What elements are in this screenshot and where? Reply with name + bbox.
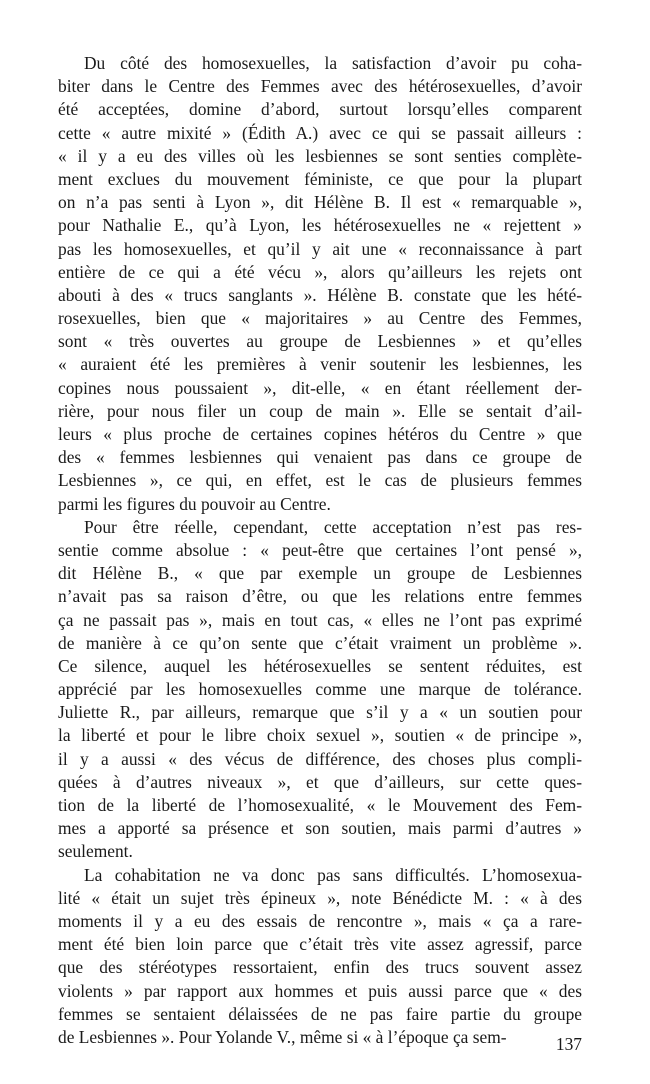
text-line: pour Nathalie E., qu’à Lyon, les hétérosexuelles ne « rejettent » <box>58 215 582 236</box>
text-line: pas les homosexuelles, et qu’il y ait une « reconnaissance à part <box>58 238 582 259</box>
text-line: été acceptées, domine d’abord, surtout lorsqu’elles comparent <box>58 99 582 120</box>
text-line: « auraient été les premières à venir soutenir les lesbiennes, les <box>58 354 582 375</box>
page-number: 137 <box>555 1034 582 1054</box>
text-line: Du côté des homosexuelles, la satisfaction d’avoir pu coha- <box>84 53 582 73</box>
text-line: mes a apporté sa présence et son soutien, mais parmi d’autres » <box>58 818 582 839</box>
text-line: lité « était un sujet très épineux », note Bénédicte M. : « à des <box>58 887 582 908</box>
text-line: de manière à ce qu’on sente que c’était vraiment un problème ». <box>58 632 582 653</box>
text-line: copines nous poussaient », dit-elle, « en étant réellement der- <box>58 377 582 398</box>
text-line: n’avait pas sa raison d’être, ou que les relations entre femmes <box>58 586 582 607</box>
text-line: ment exclues du mouvement féministe, ce que pour la plupart <box>58 168 582 189</box>
text-line: La cohabitation ne va donc pas sans difficultés. L’homosexua- <box>84 864 582 885</box>
text-line: Ce silence, auquel les hétérosexuelles se sentent réduites, est <box>58 655 582 676</box>
text-line: sentie comme absolue : « peut-être que certaines l’ont pensé », <box>58 539 582 560</box>
text-line: apprécié par les homosexuelles comme une marque de tolérance. <box>58 679 582 700</box>
body-text <box>58 52 582 1049</box>
text-line: la liberté et pour le libre choix sexuel », soutien « de principe », <box>58 725 582 746</box>
text-line: biter dans le Centre des Femmes avec des hétérosexuelles, d’avoir <box>58 76 582 97</box>
text-line: parmi les figures du pouvoir au Centre. <box>58 493 331 514</box>
text-line: leurs « plus proche de certaines copines hétéros du Centre » que <box>58 424 582 444</box>
paragraph <box>58 864 582 1050</box>
text-line: tion de la liberté de l’homosexualité, « le Mouvement des Fem- <box>58 795 582 815</box>
paragraph <box>58 52 582 516</box>
text-line: Pour être réelle, cependant, cette acceptation n’est pas res- <box>84 516 582 537</box>
text-line: quées à d’autres niveaux », et que d’ailleurs, sur cette ques- <box>58 771 582 792</box>
text-line: abouti à des « trucs sanglants ». Hélène B. constate que les hété- <box>58 284 582 305</box>
text-line: femmes se sentaient délaissées de ne pas faire partie du groupe <box>58 1003 582 1024</box>
text-line: sont « très ouvertes au groupe de Lesbiennes » et qu’elles <box>58 331 582 352</box>
text-line: ça ne passait pas », mais en tout cas, « elles ne l’ont pas exprimé <box>58 609 582 630</box>
text-line: entière de ce qui a été vécu », alors qu’ailleurs les rejets ont <box>58 261 582 282</box>
text-line: rière, pour nous filer un coup de main ». Elle se sentait d’ail- <box>58 400 582 421</box>
text-line: violents » par rapport aux hommes et puis aussi parce que « des <box>58 980 582 1001</box>
text-line: Lesbiennes », ce qui, en effet, est le cas de plusieurs femmes <box>58 470 582 491</box>
text-line: seulement. <box>58 841 133 862</box>
text-line: des « femmes lesbiennes qui venaient pas dans ce groupe de <box>58 447 582 468</box>
text-line: cette « autre mixité » (Édith A.) avec ce qui se passait ailleurs : <box>58 122 582 143</box>
text-line: que des stéréotypes ressortaient, enfin des trucs souvent assez <box>58 957 582 978</box>
text-line: rosexuelles, bien que « majoritaires » au Centre des Femmes, <box>58 308 582 329</box>
text-line: Juliette R., par ailleurs, remarque que s’il y a « un soutien pour <box>58 702 582 723</box>
text-line: ment été bien loin parce que c’était très vite assez agressif, parce <box>58 934 582 955</box>
text-line: « il y a eu des villes où les lesbiennes se sont senties complète- <box>58 145 582 166</box>
text-line: moments il y a eu des essais de rencontre », mais « ça a rare- <box>58 910 582 931</box>
text-line: de Lesbiennes ». Pour Yolande V., même si « à l’époque ça sem- <box>58 1026 507 1047</box>
paragraph <box>58 516 582 864</box>
text-line: il y a aussi « des vécus de différence, des choses plus compli- <box>58 748 582 769</box>
text-line: on n’a pas senti à Lyon », dit Hélène B. Il est « remarquable », <box>58 192 582 213</box>
text-line: dit Hélène B., « que par exemple un groupe de Lesbiennes <box>58 563 582 584</box>
